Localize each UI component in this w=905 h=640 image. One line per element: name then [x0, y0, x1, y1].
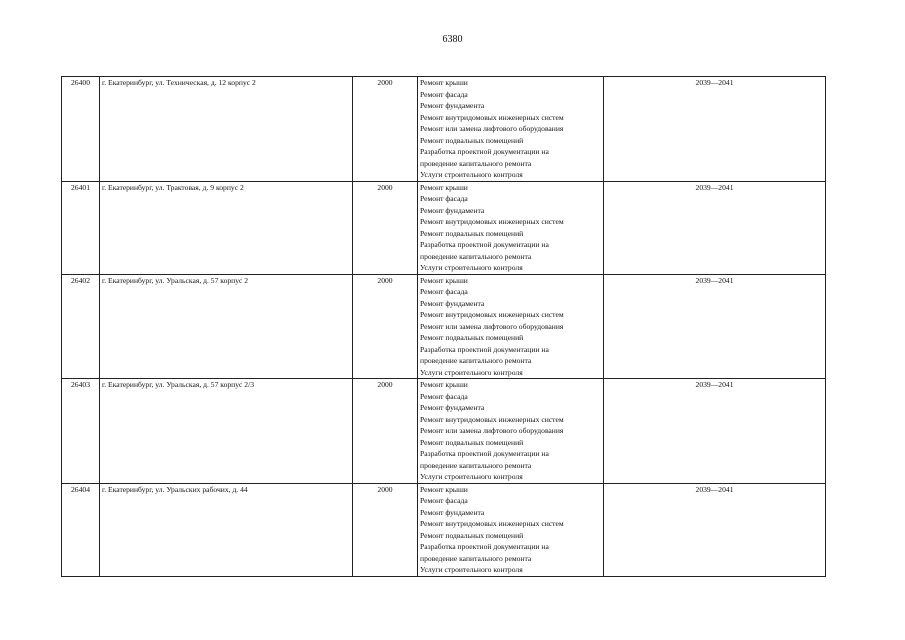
work-item: Ремонт крыши [420, 275, 468, 285]
work-item: Услуги строительного контроля [420, 263, 523, 272]
work-item: Ремонт крыши [420, 484, 468, 494]
row-number: 26403 [62, 379, 100, 484]
address-cell: г. Екатеринбург, ул. Трактовая, д. 9 корпус 2 [100, 181, 353, 274]
work-item: Ремонт подвальных помещений [420, 228, 524, 238]
period-cell: 2039—2041 [604, 181, 826, 274]
table-row [62, 181, 826, 274]
work-item: Ремонт или замена лифтового оборудования [420, 124, 564, 133]
work-item: Ремонт фундамента [420, 205, 485, 215]
table-row [62, 379, 826, 484]
work-item: Ремонт подвальных помещений [420, 530, 524, 540]
work-item: Ремонт внутридомовых инженерных систем [420, 310, 564, 319]
work-item: Ремонт фасада [420, 391, 468, 401]
work-item: Ремонт крыши [420, 380, 468, 389]
work-item: проведение капитального ремонта [420, 460, 532, 470]
work-item: Услуги строительного контроля [420, 367, 523, 377]
work-item: Услуги строительного контроля [420, 472, 523, 481]
work-item: Ремонт фундамента [420, 298, 485, 308]
work-item: Ремонт фасада [420, 496, 468, 505]
work-item: Ремонт или замена лифтового оборудования [420, 321, 564, 331]
period-cell: 2039—2041 [604, 379, 826, 484]
work-item: Разработка проектной документации на [420, 240, 549, 249]
work-item: проведение капитального ремонта [420, 251, 532, 261]
table-row [62, 483, 826, 576]
work-item: Разработка проектной документации на [420, 449, 549, 458]
year-cell: 2000 [353, 77, 418, 182]
row-number: 26400 [62, 77, 100, 182]
work-item: Ремонт подвальных помещений [420, 437, 524, 447]
work-item: Ремонт или замена лифтового оборудования [420, 426, 564, 435]
address-cell: г. Екатеринбург, ул. Уральских рабочих, д. 44 [100, 483, 353, 576]
work-item: Ремонт внутридомовых инженерных систем [420, 217, 564, 226]
work-item: Ремонт фундамента [420, 403, 485, 412]
work-item: Ремонт подвальных помещений [420, 333, 524, 342]
period-cell: 2039—2041 [604, 274, 826, 379]
period-cell: 2039—2041 [604, 77, 826, 182]
works-cell [418, 379, 604, 484]
works-cell [418, 483, 604, 576]
work-item: Ремонт внутридомовых инженерных систем [420, 112, 564, 122]
work-item: Услуги строительного контроля [420, 170, 523, 179]
year-cell: 2000 [353, 274, 418, 379]
work-item: Ремонт внутридомовых инженерных систем [420, 519, 564, 528]
table-row [62, 274, 826, 379]
row-number: 26404 [62, 483, 100, 576]
work-item: Разработка проектной документации на [420, 542, 549, 551]
work-item: Ремонт фундамента [420, 507, 485, 517]
repair-schedule-table [61, 76, 826, 577]
address-cell: г. Екатеринбург, ул. Уральская, д. 57 корпус 2/3 [100, 379, 353, 484]
row-number: 26402 [62, 274, 100, 379]
page-number: 6380 [442, 34, 463, 45]
work-item: Ремонт фасада [420, 287, 468, 296]
works-cell [418, 77, 604, 182]
work-item: Ремонт фасада [420, 194, 468, 203]
work-item: Ремонт подвальных помещений [420, 135, 524, 145]
address-cell: г. Екатеринбург, ул. Техническая, д. 12 корпус 2 [100, 77, 353, 182]
work-item: Разработка проектной документации на [420, 147, 549, 156]
work-item: проведение капитального ремонта [420, 158, 532, 168]
work-item: проведение капитального ремонта [420, 356, 532, 365]
work-item: Ремонт фундамента [420, 101, 485, 110]
work-item: Ремонт фасада [420, 89, 468, 99]
period-cell: 2039—2041 [604, 483, 826, 576]
works-cell [418, 274, 604, 379]
table-row [62, 77, 826, 182]
row-number: 26401 [62, 181, 100, 274]
year-cell: 2000 [353, 379, 418, 484]
address-cell: г. Екатеринбург, ул. Уральская, д. 57 корпус 2 [100, 274, 353, 379]
year-cell: 2000 [353, 181, 418, 274]
work-item: Ремонт внутридомовых инженерных систем [420, 414, 564, 424]
work-item: проведение капитального ремонта [420, 553, 532, 563]
year-cell: 2000 [353, 483, 418, 576]
works-cell [418, 181, 604, 274]
work-item: Разработка проектной документации на [420, 344, 549, 354]
work-item: Ремонт крыши [420, 78, 468, 87]
work-item: Ремонт крыши [420, 182, 468, 192]
work-item: Услуги строительного контроля [420, 565, 523, 574]
